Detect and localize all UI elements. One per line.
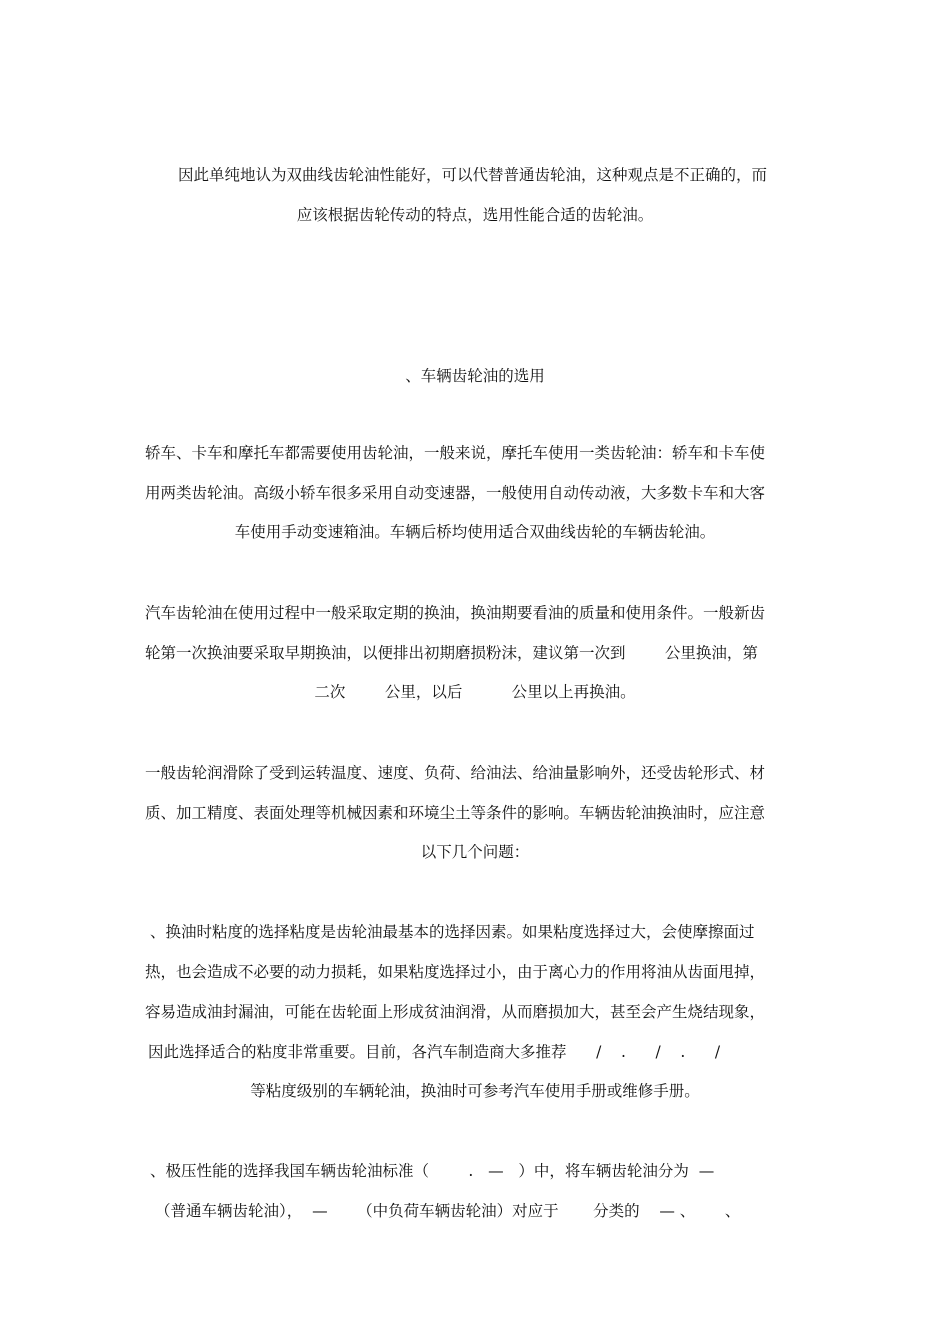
paragraph-5-line-5: 等粘度级别的车辆轮油，换油时可参考汽车使用手册或维修手册。	[250, 1082, 700, 1100]
paragraph-5-line-1: 、换油时粘度的选择粘度是齿轮油最基本的选择因素。如果粘度选择过大，会使摩擦面过	[150, 923, 755, 941]
paragraph-2-line-2: 用两类齿轮油。高级小轿车很多采用自动变速器，一般使用自动传动液，大多数卡车和大客	[145, 484, 766, 502]
paragraph-5-line-4: 因此选择适合的粘度非常重要。目前，各汽车制造商大多推荐 / . / . /	[148, 1043, 721, 1061]
paragraph-4-line-1: 一般齿轮润滑除了受到运转温度、速度、负荷、给油法、给油量影响外，还受齿轮形式、材	[145, 764, 766, 782]
paragraph-1-line-2: 应该根据齿轮传动的特点，选用性能合适的齿轮油。	[296, 206, 654, 224]
paragraph-3-line-1: 汽车齿轮油在使用过程中一般采取定期的换油，换油期要看油的质量和使用条件。一般新齿	[145, 604, 766, 622]
paragraph-2-line-3: 车使用手动变速箱油。车辆后桥均使用适合双曲线齿轮的车辆齿轮油。	[234, 523, 716, 541]
paragraph-6-line-2: （普通车辆齿轮油）， — （中负荷车辆齿轮油）对应于 分类的 — 、 、	[155, 1202, 741, 1220]
paragraph-2-line-1: 轿车、卡车和摩托车都需要使用齿轮油，一般来说，摩托车使用一类齿轮油：轿车和卡车使	[145, 444, 766, 462]
paragraph-1-line-1: 因此单纯地认为双曲线齿轮油性能好，可以代替普通齿轮油，这种观点是不正确的，而	[178, 166, 768, 184]
paragraph-3-line-2: 轮第一次换油要采取早期换油，以便排出初期磨损粉沫，建议第一次到 公里换油，第	[145, 644, 758, 662]
paragraph-3-line-3: 二次 公里，以后 公里以上再换油。	[314, 683, 636, 701]
paragraph-5-line-2: 热，也会造成不必要的动力损耗，如果粘度选择过小，由于离心力的作用将油从齿面甩掉，	[145, 963, 766, 981]
paragraph-4-line-3: 以下几个问题：	[420, 843, 530, 861]
paragraph-6-line-1: 、极压性能的选择我国车辆齿轮油标准（ . — ）中，将车辆齿轮油分为 —	[150, 1162, 715, 1180]
paragraph-4-line-2: 质、加工精度、表面处理等机械因素和环境尘土等条件的影响。车辆齿轮油换油时，应注意	[145, 804, 766, 822]
paragraph-5-line-3: 容易造成油封漏油，可能在齿轮面上形成贫油润滑，从而磨损加大，甚至会产生烧结现象，	[145, 1003, 766, 1021]
section-heading: 、车辆齿轮油的选用	[405, 367, 545, 385]
